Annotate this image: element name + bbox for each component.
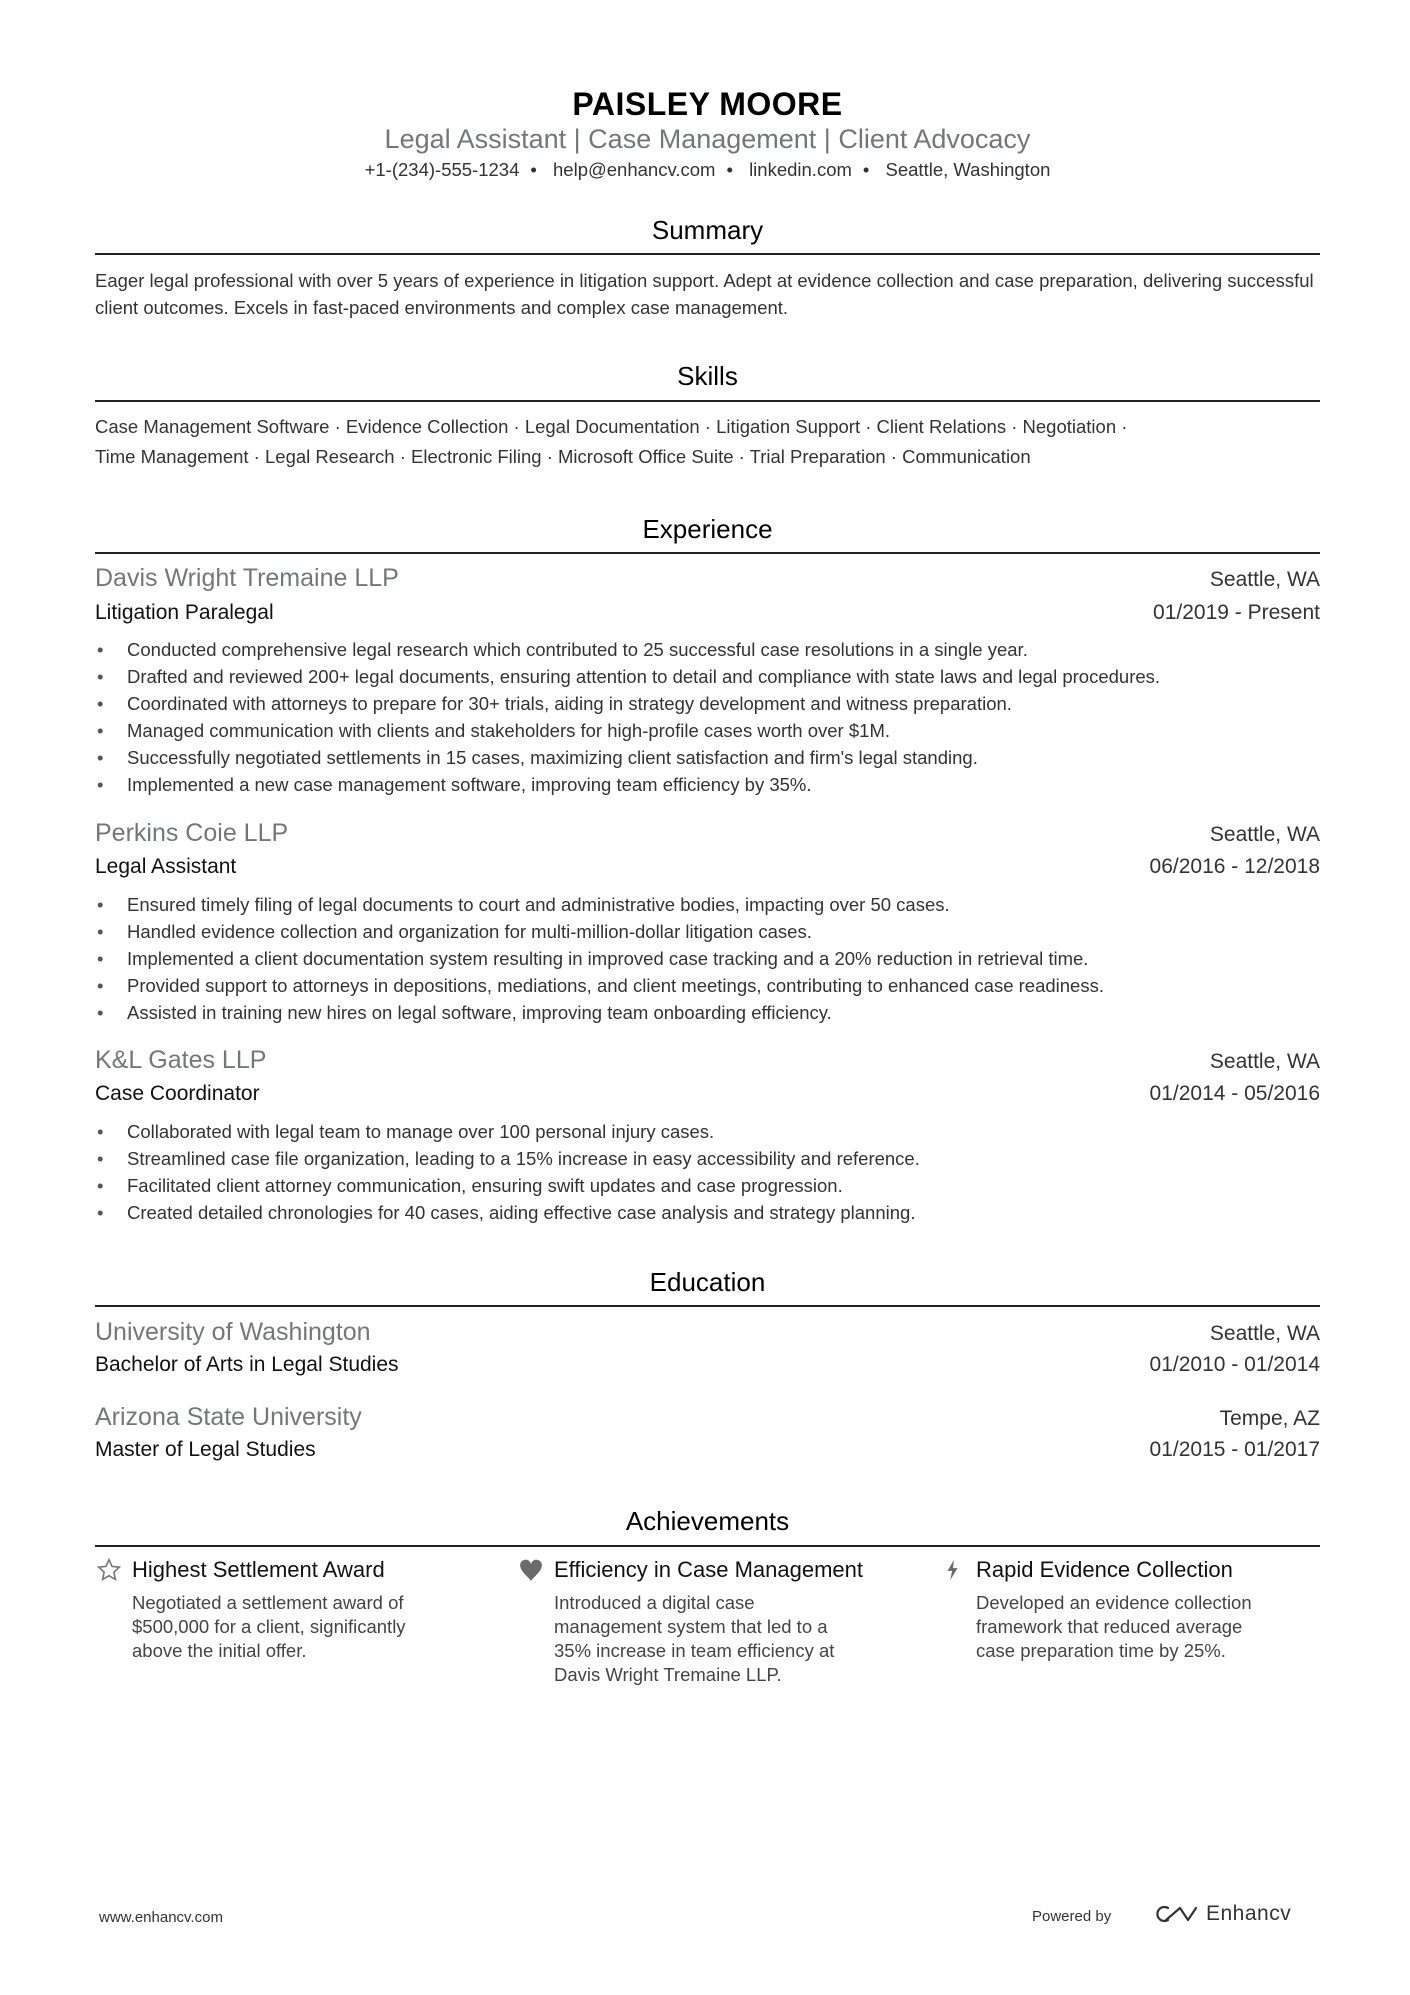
section-title-summary: Summary bbox=[651, 215, 764, 245]
bullet: • Ensured timely filing of legal documents to court and administrative bodies, impacting over 50 cases. bbox=[95, 891, 1325, 918]
bullet: • Assisted in training new hires on legal software, improving team onboarding efficiency. bbox=[95, 999, 1325, 1026]
section-title-achievements: Achievements bbox=[625, 1506, 790, 1536]
bullet: • Successfully negotiated settlements in 15 cases, maximizing client satisfaction and firm's legal standing. bbox=[95, 744, 1325, 771]
education-dates: 01/2010 - 01/2014 bbox=[1149, 1353, 1320, 1376]
divider bbox=[95, 1545, 1320, 1547]
powered-by-label: Powered by bbox=[1032, 1908, 1112, 1925]
bullet: • Collaborated with legal team to manage over 100 personal injury cases. bbox=[95, 1118, 1325, 1145]
job-subheader bbox=[95, 1082, 1320, 1106]
achievement-title: Highest Settlement Award bbox=[132, 1557, 385, 1582]
divider bbox=[95, 552, 1320, 554]
job-location: Seattle, WA bbox=[1209, 568, 1320, 591]
contact-line: +1-(234)-555-1234 • help@enhancv.com • linkedin.com • Seattle, Washington bbox=[364, 159, 1051, 180]
achievement-description: Introduced a digital case management system that led to a 35% increase in team efficiency at Davis Wright Tremaine LLP. bbox=[554, 1592, 835, 1685]
divider bbox=[95, 253, 1320, 255]
summary-text: Eager legal professional with over 5 years of experience in litigation support. Adept at evidence collection and case preparation, delivering successful client outcomes. Excels in fast-paced environments and complex case management. bbox=[95, 270, 1314, 318]
bullet: • Drafted and reviewed 200+ legal documents, ensuring attention to detail and compliance with state laws and legal procedures. bbox=[95, 663, 1325, 690]
degree: Master of Legal Studies bbox=[95, 1438, 316, 1461]
school-location: Seattle, WA bbox=[1209, 1322, 1320, 1345]
bullet: • Conducted comprehensive legal research which contributed to 25 successful case resolutions in a single year. bbox=[95, 636, 1325, 663]
company-name: Perkins Coie LLP bbox=[95, 819, 289, 847]
job-subheader bbox=[95, 855, 1320, 879]
bullet: • Handled evidence collection and organization for multi-million-dollar litigation cases. bbox=[95, 918, 1325, 945]
achievement-item bbox=[518, 1557, 888, 1687]
job-dates: 01/2014 - 05/2016 bbox=[1149, 1082, 1320, 1105]
job-header bbox=[95, 564, 1320, 593]
achievement-title: Rapid Evidence Collection bbox=[976, 1557, 1233, 1582]
achievement-item bbox=[96, 1557, 466, 1663]
job-bullets bbox=[95, 1118, 1325, 1226]
bullet: • Implemented a client documentation system resulting in improved case tracking and a 20% reduction in retrieval time. bbox=[95, 945, 1325, 972]
achievement-description: Developed an evidence collection framework that reduced average case preparation time by 25%. bbox=[976, 1592, 1252, 1661]
job-title: Case Coordinator bbox=[95, 1082, 260, 1105]
job-location: Seattle, WA bbox=[1209, 823, 1320, 846]
phone: +1-(234)-555-1234 bbox=[364, 159, 520, 180]
bolt-icon bbox=[940, 1557, 966, 1583]
skills-line: Case Management Software · Evidence Collection · Legal Documentation · Litigation Support · Client Relations · Negotiation · bbox=[95, 416, 1128, 437]
linkedin-link[interactable]: linkedin.com bbox=[749, 159, 852, 180]
education-dates: 01/2015 - 01/2017 bbox=[1149, 1438, 1320, 1461]
education-header bbox=[95, 1318, 1320, 1347]
company-name: K&L Gates LLP bbox=[95, 1046, 267, 1074]
school-location: Tempe, AZ bbox=[1219, 1407, 1320, 1430]
enhancv-logo-icon bbox=[1152, 1902, 1198, 1926]
bullet: • Coordinated with attorneys to prepare for 30+ trials, aiding in strategy development and witness preparation. bbox=[95, 690, 1325, 717]
job-title: Legal Assistant bbox=[95, 855, 237, 878]
achievement-description: Negotiated a settlement award of $500,000 for a client, significantly above the initial offer. bbox=[132, 1592, 406, 1661]
enhancv-brand: Enhancv bbox=[1206, 1902, 1292, 1925]
job-header bbox=[95, 1046, 1320, 1075]
section-title-experience: Experience bbox=[642, 514, 773, 544]
section-title-skills: Skills bbox=[677, 361, 738, 391]
email-link[interactable]: help@enhancv.com bbox=[553, 159, 716, 180]
job-header bbox=[95, 819, 1320, 848]
achievement-title: Efficiency in Case Management bbox=[554, 1557, 863, 1582]
heart-icon bbox=[518, 1557, 544, 1583]
company-name: Davis Wright Tremaine LLP bbox=[95, 564, 399, 592]
headline: Legal Assistant | Case Management | Client Advocacy bbox=[384, 124, 1031, 154]
bullet: • Streamlined case file organization, leading to a 15% increase in easy accessibility and reference. bbox=[95, 1145, 1325, 1172]
enhancv-logo[interactable] bbox=[1152, 1902, 1291, 1926]
bullet: • Managed communication with clients and stakeholders for high-profile cases worth over $1M. bbox=[95, 717, 1325, 744]
skills-line: Time Management · Legal Research · Electronic Filing · Microsoft Office Suite · Trial Preparation · Communication bbox=[95, 446, 1031, 467]
job-bullets bbox=[95, 636, 1325, 798]
job-dates: 01/2019 - Present bbox=[1153, 601, 1320, 624]
education-header bbox=[95, 1403, 1320, 1432]
section-title-education: Education bbox=[649, 1267, 766, 1297]
bullet: • Facilitated client attorney communication, ensuring swift updates and case progression. bbox=[95, 1172, 1325, 1199]
candidate-name: PAISLEY MOORE bbox=[572, 86, 843, 122]
degree: Bachelor of Arts in Legal Studies bbox=[95, 1353, 399, 1376]
divider bbox=[95, 400, 1320, 402]
job-title: Litigation Paralegal bbox=[95, 601, 274, 624]
job-location: Seattle, WA bbox=[1209, 1050, 1320, 1073]
school-name: Arizona State University bbox=[95, 1403, 362, 1431]
skills-list bbox=[95, 412, 1325, 472]
bullet: • Implemented a new case management software, improving team efficiency by 35%. bbox=[95, 771, 1325, 798]
education-subheader bbox=[95, 1353, 1320, 1377]
achievement-item bbox=[940, 1557, 1310, 1663]
bullet: • Provided support to attorneys in depositions, mediations, and client meetings, contributing to enhanced case readiness. bbox=[95, 972, 1325, 999]
divider bbox=[95, 1305, 1320, 1307]
star-icon bbox=[96, 1557, 122, 1583]
education-subheader bbox=[95, 1438, 1320, 1462]
job-bullets bbox=[95, 891, 1325, 1026]
footer-website[interactable]: www.enhancv.com bbox=[99, 1909, 223, 1926]
location: Seattle, Washington bbox=[885, 159, 1051, 180]
job-subheader bbox=[95, 601, 1320, 625]
bullet: • Created detailed chronologies for 40 cases, aiding effective case analysis and strategy planning. bbox=[95, 1199, 1325, 1226]
job-dates: 06/2016 - 12/2018 bbox=[1149, 855, 1320, 878]
school-name: University of Washington bbox=[95, 1318, 371, 1346]
